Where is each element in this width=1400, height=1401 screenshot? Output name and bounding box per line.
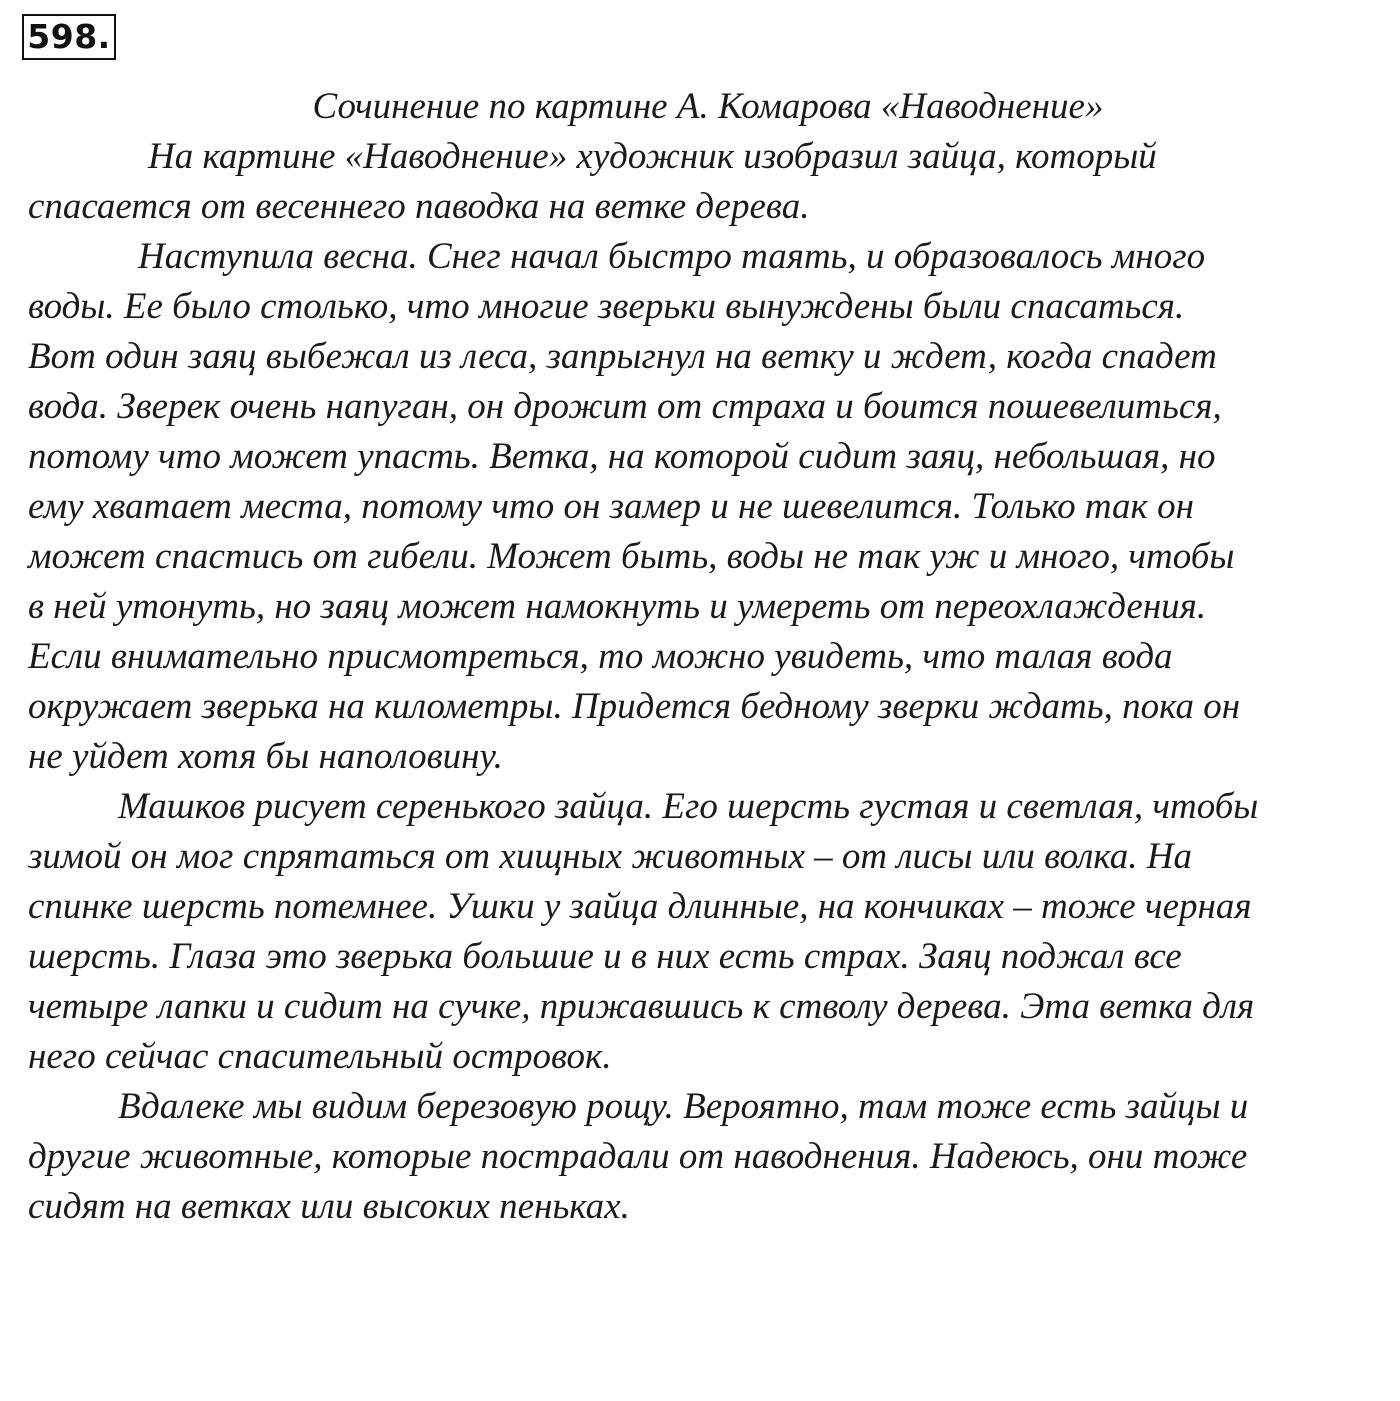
- essay: [28, 82, 1368, 1232]
- text-line: Машков рисует серенького зайца. Его шерсть густая и светлая, чтобы: [118, 786, 1259, 827]
- essay-title: Сочинение по картине А. Комарова «Наводнение»: [312, 86, 1104, 127]
- text-line: спинке шерсть потемнее. Ушки у зайца длинные, на кончиках – тоже черная: [28, 886, 1252, 927]
- text-line: Если внимательно присмотреться, то можно увидеть, что талая вода: [28, 636, 1173, 677]
- exercise-number: 598.: [22, 14, 116, 60]
- text-line: ему хватает места, потому что он замер и не шевелится. Только так он: [28, 486, 1194, 527]
- text-line: На картине «Наводнение» художник изобразил зайца, который: [148, 136, 1157, 177]
- paragraph-2: [28, 232, 1368, 782]
- paragraph-3: [28, 782, 1368, 1082]
- paragraph-1: [28, 132, 1368, 232]
- text-line: шерсть. Глаза это зверька большие и в них есть страх. Заяц поджал все: [28, 936, 1182, 977]
- text-line: может спастись от гибели. Может быть, воды не так уж и много, чтобы: [28, 536, 1235, 577]
- text-line: сидят на ветках или высоких пеньках.: [28, 1186, 630, 1227]
- text-line: него сейчас спасительный островок.: [28, 1036, 612, 1077]
- text-line: другие животные, которые пострадали от наводнения. Надеюсь, они тоже: [28, 1136, 1248, 1177]
- text-line: воды. Ее было столько, что многие зверьки вынуждены были спасаться.: [28, 286, 1185, 327]
- text-line: окружает зверька на километры. Придется бедному зверки ждать, пока он: [28, 686, 1241, 727]
- text-line: зимой он мог спрятаться от хищных животных – от лисы или волка. На: [28, 836, 1193, 877]
- text-line: в ней утонуть, но заяц может намокнуть и умереть от переохлаждения.: [28, 586, 1207, 627]
- text-line: Вот один заяц выбежал из леса, запрыгнул на ветку и ждет, когда спадет: [28, 336, 1217, 377]
- text-line: четыре лапки и сидит на сучке, прижавшись к стволу дерева. Эта ветка для: [28, 986, 1255, 1027]
- text-line: потому что может упасть. Ветка, на которой сидит заяц, небольшая, но: [28, 436, 1216, 477]
- text-line: спасается от весеннего паводка на ветке дерева.: [28, 186, 810, 227]
- text-line: вода. Зверек очень напуган, он дрожит от страха и боится пошевелиться,: [28, 386, 1222, 427]
- text-line: Вдалеке мы видим березовую рощу. Вероятно, там тоже есть зайцы и: [118, 1086, 1249, 1127]
- text-line: Наступила весна. Снег начал быстро таять, и образовалось много: [138, 236, 1206, 277]
- text-line: не уйдет хотя бы наполовину.: [28, 736, 503, 777]
- paragraph-4: [28, 1082, 1368, 1232]
